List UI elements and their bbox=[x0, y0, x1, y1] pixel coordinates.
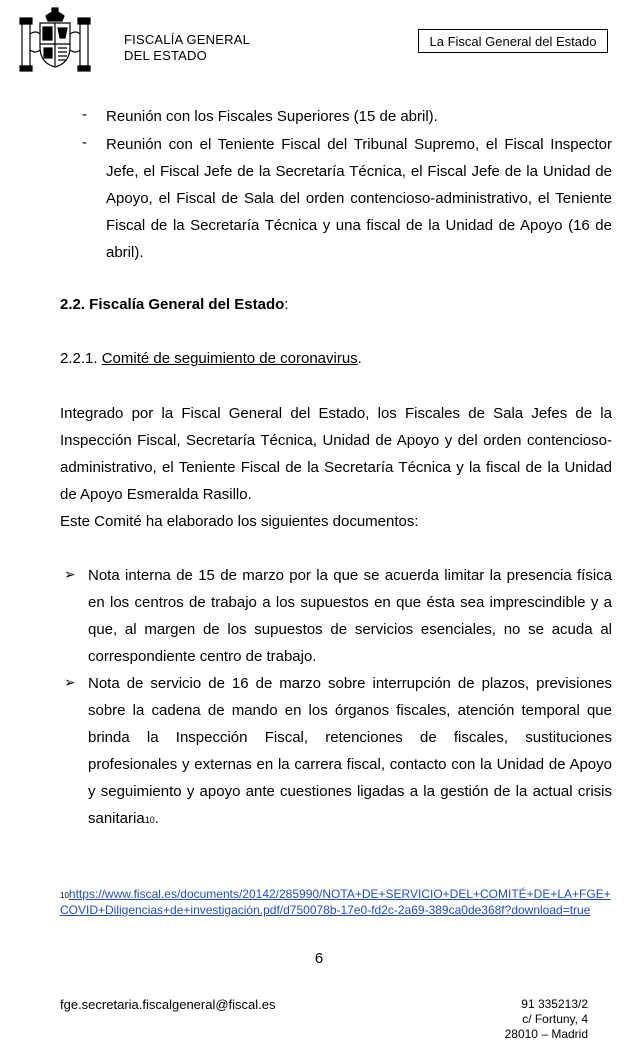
page-number: 6 bbox=[314, 950, 324, 967]
footnote-link[interactable]: https://www.fiscal.es/documents/20142/285990/NOTA+DE+SERVICIO+DEL+COMITÉ+DE+LA+FGE+COVID+Diligencias+de+investigación.pdf/d750078b-17e0-fd2c-2a69-389ca0de368f?download=true bbox=[60, 887, 611, 917]
footer-street: c/ Fortuny, 4 bbox=[522, 1012, 588, 1026]
subsection-title bbox=[60, 350, 362, 367]
organization-name-line2: DEL ESTADO bbox=[124, 48, 207, 63]
organization-name-line1: FISCALÍA GENERAL bbox=[124, 32, 251, 47]
list-item: Nota interna de 15 de marzo por la que se acuerda limitar la presencia física en los centros de trabajo a los supuestos en que ésta sea imprescindible y a que, al margen de los supuestos de servicios esenciales, no se acuda al correspondiente centro de trabajo. bbox=[88, 567, 612, 665]
arrow-bullet-icon: ➢ bbox=[64, 674, 76, 690]
list-item: Reunión con el Teniente Fiscal del Tribunal Supremo, el Fiscal Inspector Jefe, el Fiscal Jefe de la Secretaría Técnica, el Fiscal Jefe de la Unidad de Apoyo, el Fiscal de Sala del orden contencioso-administrativo, el Teniente Fiscal de la Secretaría Técnica y una fiscal de la Unidad de Apoyo (16 de abril). bbox=[106, 136, 612, 261]
section-title bbox=[60, 296, 288, 313]
list-item: Nota de servicio de 16 de marzo sobre interrupción de plazos, previsiones sobre la cadena de mando en los órganos fiscales, atención temporal que brinda la Inspección Fiscal, retenciones de fiscales, sustituciones profesionales y externas en la carrera fiscal, contacto con la Unidad de Apoyo y seguimiento y apoyo ante cuestiones ligadas a la gestión de la actual crisis sanitaria10. bbox=[88, 675, 612, 827]
subsection-number: 2.2.1. bbox=[60, 350, 102, 367]
footnote bbox=[60, 887, 612, 918]
footnote-number: 10 bbox=[60, 891, 69, 900]
list-item-text: Nota de servicio de 16 de marzo sobre interrupción de plazos, previsiones sobre la cadena de mando en los órganos fiscales, atención temporal que brinda la Inspección Fiscal, retenciones de fiscales, sustituciones profesionales y externas en la carrera fiscal, contacto con la Unidad de Apoyo y seguimiento y apoyo ante cuestiones ligadas a la gestión de la actual crisis sanitaria bbox=[88, 675, 612, 827]
footer-city: 28010 – Madrid bbox=[504, 1027, 588, 1041]
header-title-box: La Fiscal General del Estado bbox=[418, 29, 608, 53]
footer-address bbox=[470, 997, 588, 1042]
subsection-title-text: Comité de seguimiento de coronavirus bbox=[101, 350, 358, 367]
dash-marker: - bbox=[82, 106, 87, 123]
subsection-title-suffix: . bbox=[357, 350, 362, 367]
footer-email[interactable]: fge.secretaria.fiscalgeneral@fiscal.es bbox=[60, 997, 276, 1012]
section-title-suffix: : bbox=[284, 296, 289, 313]
footnote-reference: 10 bbox=[144, 815, 155, 825]
list-item: Reunión con los Fiscales Superiores (15 de abril). bbox=[106, 108, 438, 125]
coat-of-arms-icon bbox=[16, 6, 94, 78]
footer-phone: 91 335213/2 bbox=[521, 997, 588, 1011]
organization-name bbox=[124, 32, 250, 64]
section-title-text: 2.2. Fiscalía General del Estado bbox=[60, 296, 285, 313]
dash-marker: - bbox=[82, 134, 87, 151]
intro-line: Este Comité ha elaborado los siguientes documentos: bbox=[60, 513, 419, 530]
arrow-bullet-icon: ➢ bbox=[64, 566, 76, 582]
body-paragraph: Integrado por la Fiscal General del Estado, los Fiscales de Sala Jefes de la Inspección Fiscal, Secretaría Técnica, Unidad de Apoyo y del orden contencioso-administrativo, el Teniente Fiscal de la Secretaría Técnica y la fiscal de la Unidad de Apoyo Esmeralda Rasillo. bbox=[60, 405, 612, 503]
